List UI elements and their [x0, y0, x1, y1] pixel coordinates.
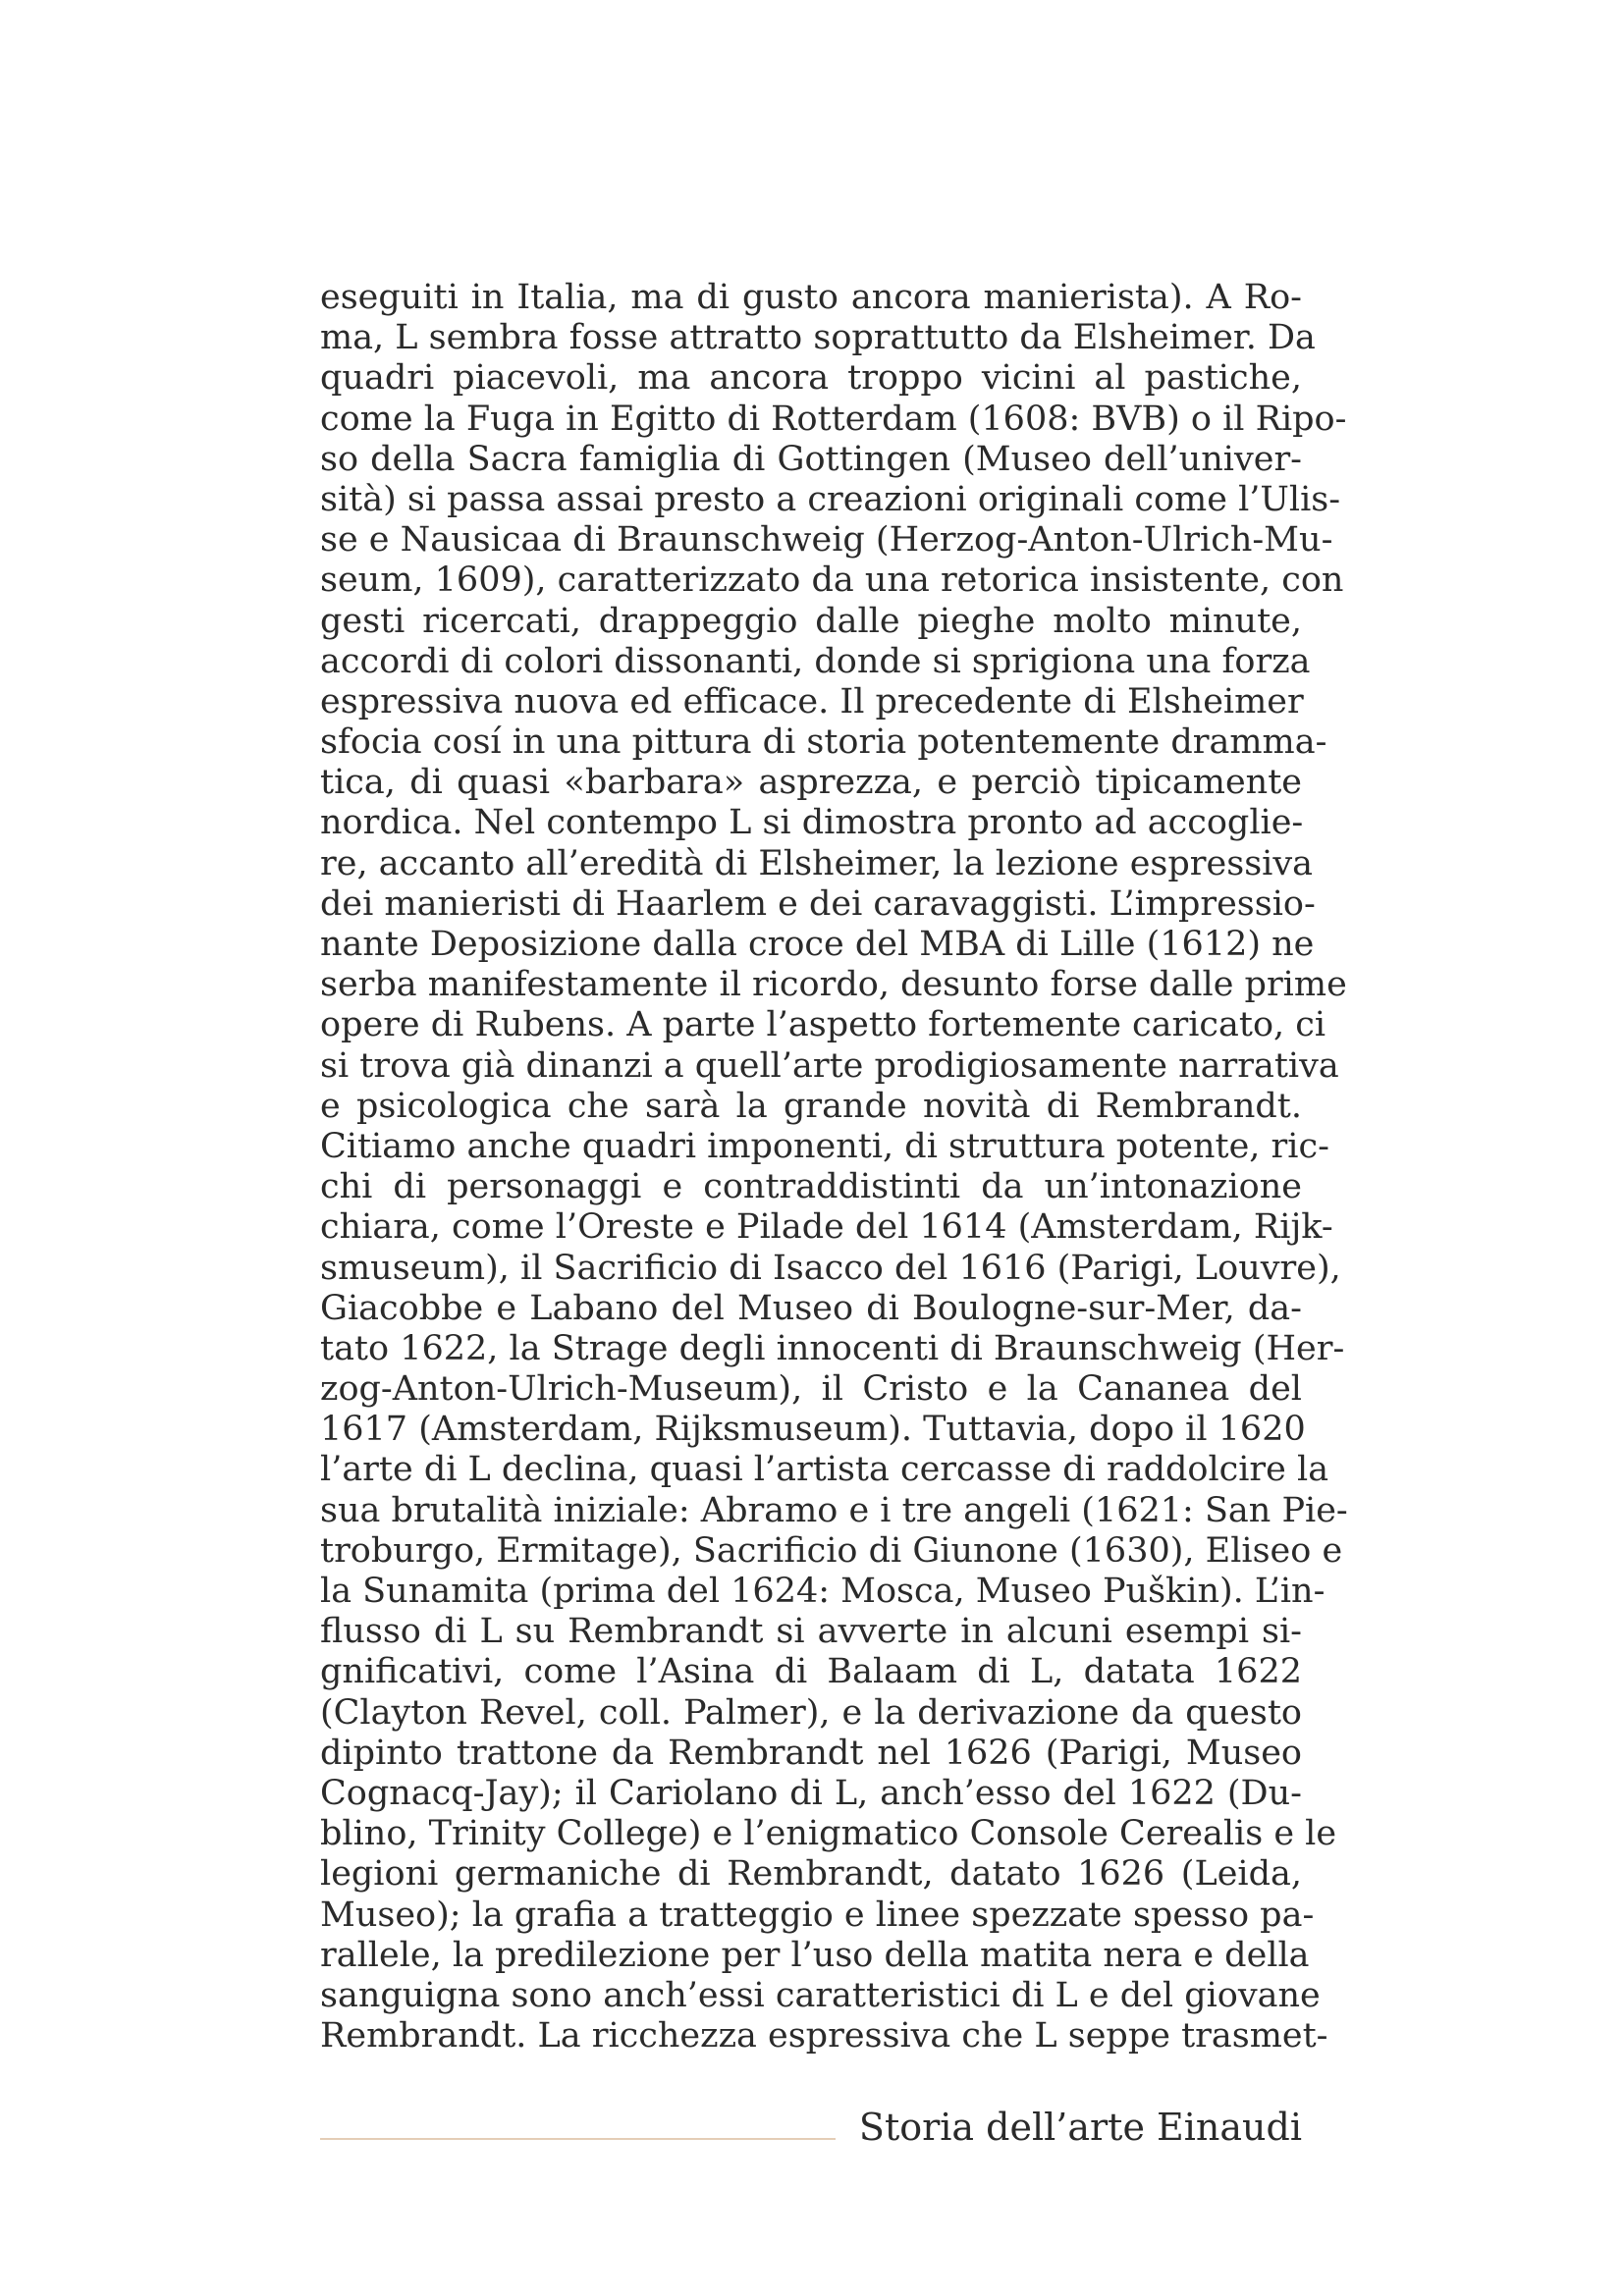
text-line: troburgo, Ermitage), Sacrificio di Giunone (1630), Eliseo e — [320, 1530, 1343, 1571]
text-line: opere di Rubens. A parte l’aspetto fortemente caricato, ci — [320, 1005, 1326, 1045]
text-line: si trova già dinanzi a quell’arte prodigiosamente narrativa — [320, 1045, 1339, 1086]
text-line: nante Deposizione dalla croce del MBA di Lille (1612) ne — [320, 925, 1315, 964]
text-line: la Sunamita (prima del 1624: Mosca, Museo Puškin). L’in- — [320, 1572, 1325, 1611]
text-line: 1617 (Amsterdam, Rijksmuseum). Tuttavia, dopo il 1620 — [320, 1410, 1306, 1450]
text-line: Rembrandt. La ricchezza espressiva che L seppe trasmet- — [320, 2016, 1328, 2056]
text-line: tato 1622, la Strage degli innocenti di Braunschweig (Her- — [320, 1328, 1345, 1368]
text-line: legioni germaniche di Rembrandt, datato 1626 (Leida, — [320, 1854, 1302, 1895]
text-line: e psicologica che sarà la grande novità di Rembrandt. — [320, 1086, 1302, 1126]
text-line: accordi di colori dissonanti, donde si sprigiona una forza — [320, 641, 1311, 681]
text-line: chiara, come l’Oreste e Pilade del 1614 (Amsterdam, Rijk- — [320, 1207, 1333, 1248]
text-line: (Clayton Revel, coll. Palmer), e la derivazione da questo — [320, 1692, 1302, 1733]
text-line: smuseum), il Sacrificio di Isacco del 1616 (Parigi, Louvre), — [320, 1248, 1341, 1288]
text-line: se e Nausicaa di Braunschweig (Herzog-Anton-Ulrich-Mu- — [320, 520, 1333, 561]
page-footer — [320, 2106, 1302, 2164]
text-line: Museo); la grafia a tratteggio e linee spezzate spesso pa- — [320, 1895, 1315, 1935]
text-line: dei manieristi di Haarlem e dei caravaggisti. L’impressio- — [320, 883, 1316, 924]
footer-title: Storia dell’arte Einaudi — [858, 2106, 1302, 2149]
text-line: blino, Trinity College) e l’enigmatico Console Cerealis e le — [320, 1814, 1337, 1854]
text-line: rallele, la predilezione per l’uso della matita nera e della — [320, 1935, 1310, 1975]
text-line: sfocia cosí in una pittura di storia potentemente dramma- — [320, 722, 1327, 763]
text-line: gnificativi, come l’Asina di Balaam di L, datata 1622 — [320, 1652, 1302, 1692]
text-line: so della Sacra famiglia di Gottingen (Museo dell’univer- — [320, 439, 1302, 479]
text-line: l’arte di L declina, quasi l’artista cercasse di raddolcire la — [320, 1450, 1329, 1490]
text-line: seum, 1609), caratterizzato da una retorica insistente, con — [320, 561, 1344, 601]
text-line: gesti ricercati, drappeggio dalle pieghe molto minute, — [320, 601, 1302, 641]
text-line: re, accanto all’eredità di Elsheimer, la lezione espressiva — [320, 843, 1314, 883]
text-line: Citiamo anche quadri imponenti, di struttura potente, ric- — [320, 1126, 1329, 1166]
text-line: serba manifestamente il ricordo, desunto forse dalle prime — [320, 965, 1347, 1005]
footer-rule — [320, 2138, 836, 2140]
body-text — [320, 278, 1348, 2056]
text-line: nordica. Nel contempo L si dimostra pronto ad accoglie- — [320, 803, 1304, 843]
text-line: Giacobbe e Labano del Museo di Boulogne-sur-Mer, da- — [320, 1288, 1302, 1328]
text-line: flusso di L su Rembrandt si avverte in alcuni esempi si- — [320, 1612, 1302, 1652]
text-line: tica, di quasi «barbara» asprezza, e perciò tipicamente — [320, 763, 1302, 803]
text-line: chi di personaggi e contraddistinti da un’intonazione — [320, 1167, 1302, 1207]
text-line: sua brutalità iniziale: Abramo e i tre angeli (1621: San Pie- — [320, 1490, 1348, 1530]
text-line: come la Fuga in Egitto di Rotterdam (1608: BVB) o il Ripo- — [320, 399, 1347, 439]
text-line: dipinto trattone da Rembrandt nel 1626 (Parigi, Museo — [320, 1733, 1302, 1773]
text-line: sanguigna sono anch’essi caratteristici di L e del giovane — [320, 1975, 1321, 2015]
text-line: sità) si passa assai presto a creazioni originali come l’Ulis- — [320, 479, 1341, 519]
text-line: espressiva nuova ed efficace. Il precedente di Elsheimer — [320, 681, 1304, 721]
text-line: quadri piacevoli, ma ancora troppo vicini al pastiche, — [320, 358, 1302, 399]
text-line: ma, L sembra fosse attratto soprattutto da Elsheimer. Da — [320, 318, 1316, 358]
text-line: zog-Anton-Ulrich-Museum), il Cristo e la Cananea del — [320, 1369, 1302, 1410]
text-line: eseguiti in Italia, ma di gusto ancora manierista). A Ro- — [320, 278, 1302, 317]
text-line: Cognacq-Jay); il Cariolano di L, anch’esso del 1622 (Du- — [320, 1773, 1302, 1813]
